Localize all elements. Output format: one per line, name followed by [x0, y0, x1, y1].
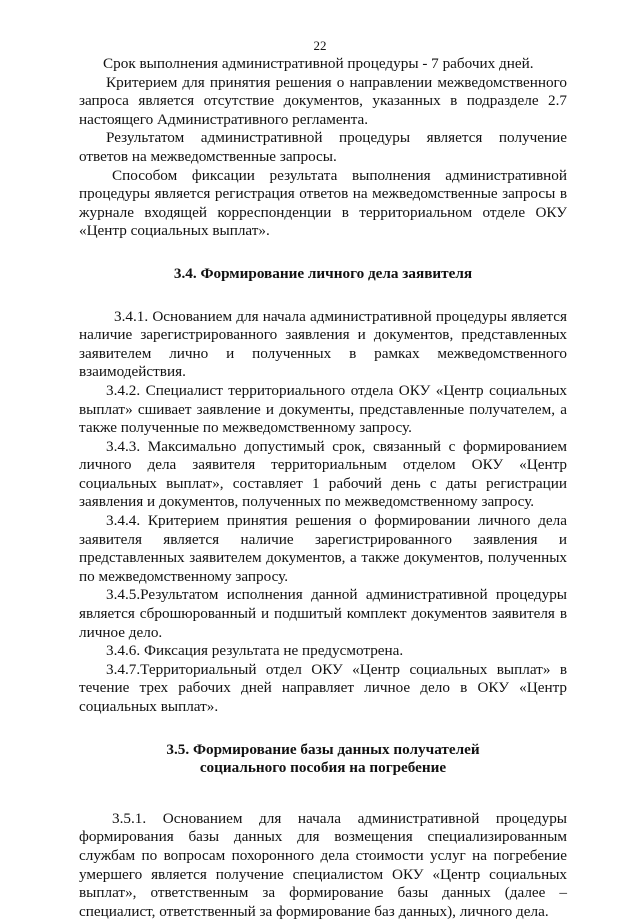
paragraph-3-4-5: 3.4.5.Результатом исполнения данной административной процедуры является сброшюрованный и подшитый комплект документов заявителя в личное дело.: [79, 586, 567, 641]
document-body: [79, 55, 567, 921]
paragraph-criterion: Критерием для принятия решения о направлении межведомственного запроса является отсутствие документов, указанных в подразделе 2.7 настоящего Административного регламента.: [79, 73, 567, 128]
paragraph-3-4-6: 3.4.6. Фиксация результата не предусмотрена.: [106, 642, 404, 660]
paragraph-3-4-4: 3.4.4. Критерием принятия решения о формировании личного дела заявителя является наличие зарегистрированного заявления и представленных заявителем документов, а также документов, полученных по межведомственному запросу.: [79, 512, 567, 585]
section-heading-3-5-line1: 3.5. Формирование базы данных получателей: [166, 740, 480, 758]
paragraph-deadline: Срок выполнения административной процедуры - 7 рабочих дней.: [103, 55, 534, 72]
section-heading-3-4: 3.4. Формирование личного дела заявителя: [173, 264, 473, 282]
paragraph-3-4-2: 3.4.2. Специалист территориального отдела ОКУ «Центр социальных выплат» сшивает заявление и документы, представленные получателем, а также полученные по межведомственному запросу.: [79, 381, 567, 437]
section-heading-3-5-line2: социального пособия на погребение: [199, 759, 447, 777]
page-number: 22: [313, 38, 327, 53]
section-heading-3-5: [79, 741, 567, 778]
paragraph-3-4-7: 3.4.7.Территориальный отдел ОКУ «Центр социальных выплат» в течение трех рабочих дней направляет личное дело в ОКУ «Центр социальных выплат».: [79, 660, 567, 715]
paragraph-3-4-1: 3.4.1. Основанием для начала административной процедуры является наличие зарегистрированного заявления и документов, представленных заявителем лично и полученных в рамках межведомственного взаимодействия.: [79, 307, 567, 381]
paragraph-result: Результатом административной процедуры является получение ответов на межведомственные запросы.: [79, 129, 567, 165]
paragraph-3-5-1: 3.5.1. Основанием для начала административной процедуры формирования базы данных для возмещения специализированным службам по вопросам похоронного дела стоимости услуг на погребение умершего является получение специалистом ОКУ «Центр социальных выплат», ответственным за формирование базы данных (далее – специалист, ответственный за формирование баз данных), личного дела.: [79, 809, 567, 920]
paragraph-fixation: Способом фиксации результата выполнения административной процедуры является регистрация ответов на межведомственные запросы в журнале входящей корреспонденции в территориальном отделе ОКУ «Центр социальных выплат».: [79, 166, 567, 240]
paragraph-3-4-3: 3.4.3. Максимально допустимый срок, связанный с формированием личного дела заявителя территориальным отделом ОКУ «Центр социальных выплат», составляет 1 рабочий день с даты регистрации заявления и документов, полученных по межведомственному запросу.: [79, 437, 567, 511]
